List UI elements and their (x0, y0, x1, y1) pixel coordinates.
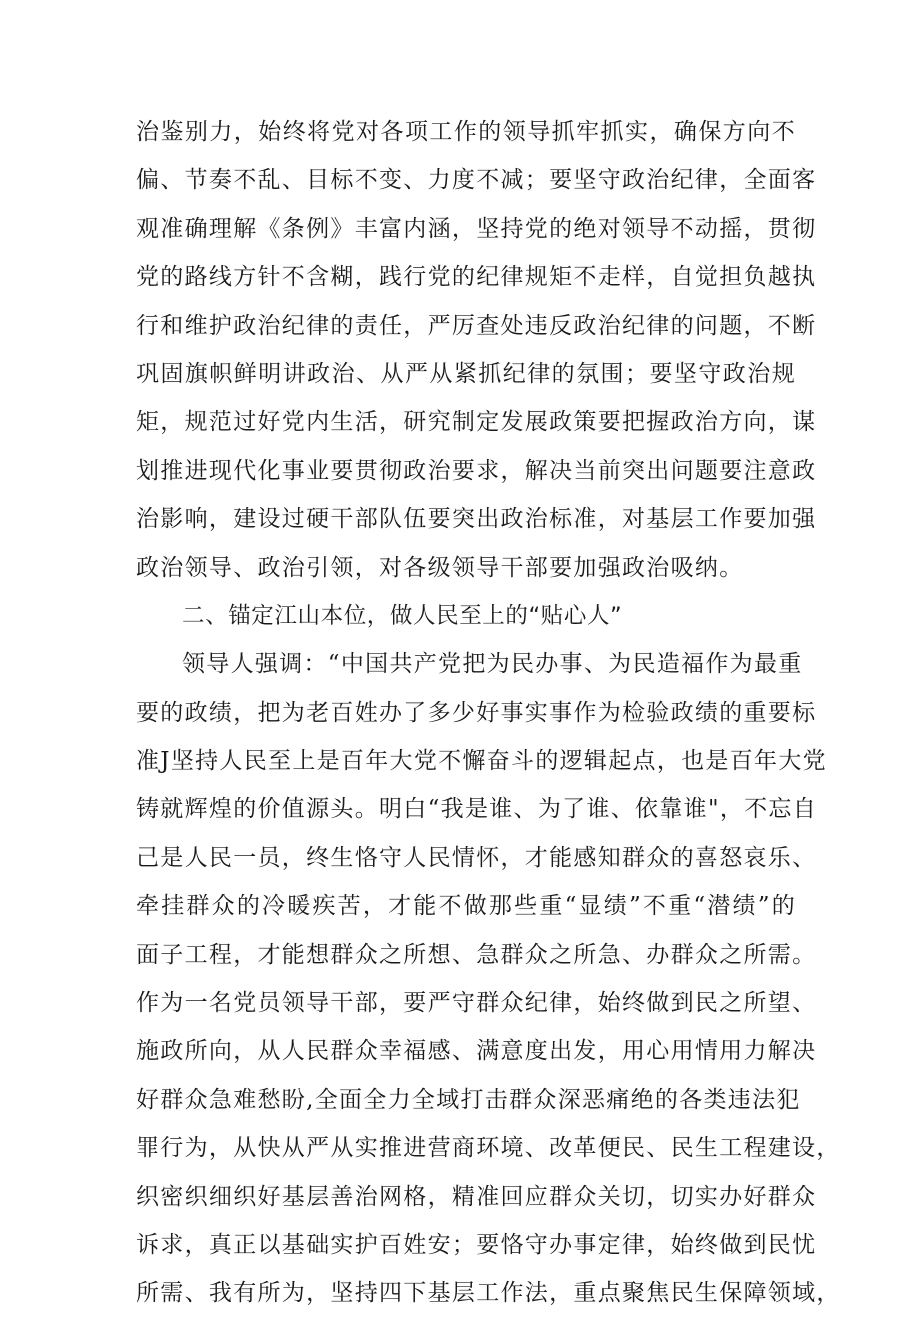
paragraph-people-first (136, 640, 841, 1317)
text-line: 巩固旗帜鲜明讲政治、从严从紧抓纪律的氛围；要坚守政治规 (136, 360, 796, 387)
text-line: 治影响，建设过硬干部队伍要突出政治标准，对基层工作要加强 (136, 506, 817, 533)
text-line: 矩，规范过好党内生活，研究制定发展政策要把握政治方向，谋 (136, 409, 817, 436)
text-line: 准J坚持人民至上是百年大党不懈奋斗的逻辑起点，也是百年大党 (136, 748, 827, 775)
text-line: 治鉴别力，始终将党对各项工作的领导抓牢抓实，确保方向不 (136, 119, 796, 145)
text-line: 好群众急难愁盼,全面全力全域打击群众深恶痛绝的各类违法犯 (136, 1086, 801, 1113)
text-line: 诉求，真正以基础实护百姓安；要恪守办事定律，始终做到民忧 (136, 1231, 817, 1258)
text-line: 作为一名党员领导干部，要严守群众纪律，始终做到民之所望、 (136, 990, 817, 1017)
text-line: 己是人民一员，终生恪守人民情怀，才能感知群众的喜怒哀乐、 (136, 844, 817, 871)
text-line: 罪行为，从快从严从实推进营商环境、改革便民、民生工程建设， (136, 1135, 841, 1162)
text-line: 所需、我有所为，坚持四下基层工作法，重点聚焦民生保障领域， (136, 1280, 841, 1307)
text-line: 施政所向，从人民群众幸福感、满意度出发，用心用情用力解决 (136, 1038, 817, 1065)
text-line: 观准确理解《条例》丰富内涵，坚持党的绝对领导不动摇，贯彻 (136, 215, 817, 242)
section-heading-2: 二、锚定江山本位，做人民至上的“贴心人” (182, 602, 623, 629)
text-line: 划推进现代化事业要贯彻政治要求，解决当前突出问题要注意政 (136, 457, 817, 484)
document-page (136, 108, 841, 1318)
text-line: 政治领导、政治引领，对各级领导干部要加强政治吸纳。 (136, 554, 744, 581)
text-line: 面子工程，才能想群众之所想、急群众之所急、办群众之所需。 (136, 941, 817, 968)
text-line: 党的路线方针不含糊，践行党的纪律规矩不走样，自觉担负越执 (136, 264, 817, 291)
paragraph-political-discipline (136, 108, 817, 592)
text-line: 铸就辉煌的价值源头。明白“我是谁、为了谁、依靠谁"，不忘自 (136, 796, 818, 823)
text-line: 行和维护政治纪律的责任，严厉查处违反政治纪律的问题，不断 (136, 312, 817, 339)
text-line: 领导人强调：“中国共产党把为民办事、为民造福作为最重 (182, 651, 803, 678)
text-line: 牵挂群众的冷暖疾苦，才能不做那些重“显绩”不重“潜绩”的 (136, 893, 796, 920)
text-line: 要的政绩，把为老百姓办了多少好事实事作为检验政绩的重要标 (136, 699, 817, 726)
text-line: 偏、节奏不乱、目标不变、力度不减；要坚守政治纪律，全面客 (136, 167, 817, 194)
text-line: 织密织细织好基层善治网格，精准回应群众关切，切实办好群众 (136, 1183, 817, 1210)
